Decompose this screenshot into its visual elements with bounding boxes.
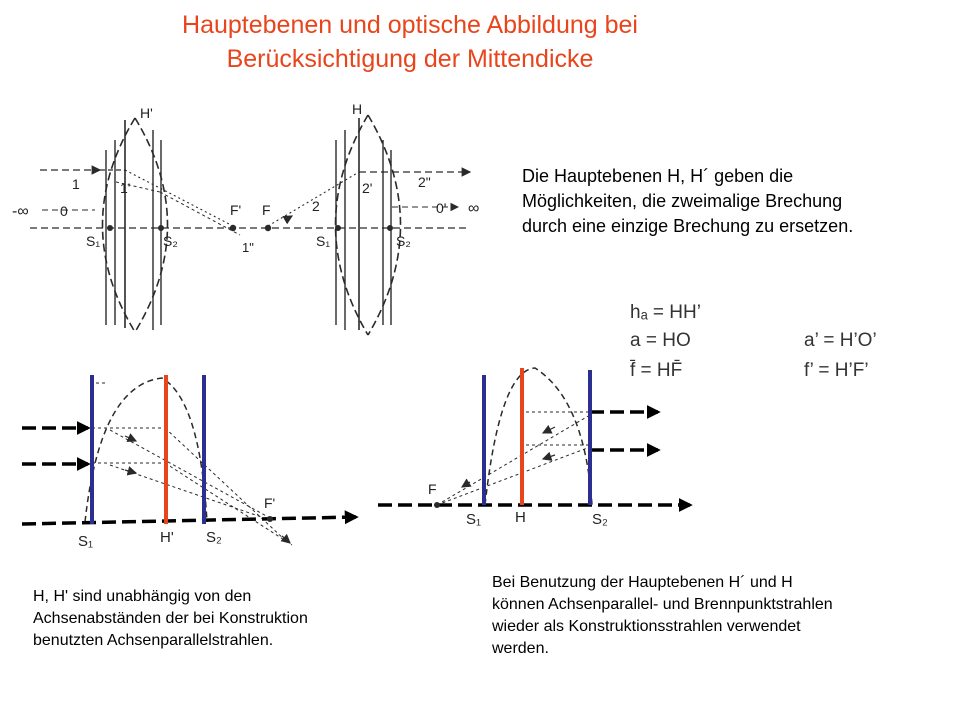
label-top-S2-right: S₂: [396, 233, 411, 249]
label-inf-left: -∞: [12, 203, 29, 220]
formula-ha: hₐ = HH’: [630, 302, 701, 323]
lens-right-front-surface: [336, 115, 369, 335]
left-ray-arrow-1: [125, 436, 136, 441]
left-diagram: [22, 375, 356, 550]
label-right-S2: S₂: [592, 511, 608, 528]
label-right-F: F: [428, 481, 437, 497]
focus-F-prime-point: [230, 225, 236, 231]
label-H: H: [352, 101, 363, 117]
title-line-1: Hauptebenen und optische Abbildung bei: [182, 11, 638, 39]
label-ray-2-prime: 2': [362, 180, 373, 196]
top-S2-left-point: [158, 225, 164, 231]
caption-left-line-3: benutzten Achsenparallelstrahlen.: [33, 632, 274, 649]
formula-a-prime: a’ = H’O’: [804, 330, 877, 351]
top-S1-left-point: [107, 225, 113, 231]
caption-right-line-3: wieder als Konstruktionsstrahlen verwendet: [492, 618, 801, 635]
intro-line-1: Die Hauptebenen H, H´ geben die: [522, 166, 794, 186]
label-ray-1: 1: [72, 176, 80, 192]
label-left-F-prime: F': [264, 495, 276, 511]
label-ray-2-dbl: 2": [418, 174, 431, 190]
label-focus-F: F: [262, 202, 271, 218]
right-ray-focal-1: [437, 415, 590, 505]
left-ray-refracted-2: [110, 465, 270, 520]
label-ray-0: 0: [60, 203, 68, 219]
top-S2-right-point: [387, 225, 393, 231]
caption-right-line-2: können Achsenparallel- und Brennpunktstrahlen: [492, 596, 833, 613]
label-inf-right: ∞: [468, 200, 480, 217]
right-ray-arrow-2: [543, 455, 555, 459]
label-H-prime: H': [140, 105, 153, 121]
label-left-S2: S₂: [206, 529, 222, 546]
left-focus-F-prime-point: [267, 516, 273, 522]
formula-f-prime: f’ = H’F’: [804, 360, 869, 381]
label-right-H: H: [515, 509, 526, 526]
left-ray-arrow-2: [125, 470, 136, 473]
right-ray-arrow-1: [543, 427, 555, 433]
ray-1-refracted: [125, 170, 233, 226]
formula-a: a = HO: [630, 330, 691, 351]
focus-F-point: [265, 225, 271, 231]
right-diagram: [378, 368, 690, 528]
title-line-2: Berücksichtigung der Mittendicke: [226, 45, 594, 73]
label-top-S1-right: S₁: [316, 233, 331, 249]
label-right-S1: S₁: [466, 511, 482, 528]
intro-line-3: durch eine einzige Brechung zu ersetzen.: [522, 216, 854, 236]
caption-left-line-1: H, H' sind unabhängig von den: [33, 588, 252, 605]
top-S1-right-point: [335, 225, 341, 231]
right-focus-F-point: [434, 502, 440, 508]
top-left-lens: [103, 118, 168, 332]
left-optical-axis: [22, 517, 356, 524]
right-ray-focal-2: [437, 447, 590, 505]
label-ray-1-prime: 1': [120, 180, 131, 196]
label-left-H-prime: H': [160, 529, 174, 546]
label-ray-1-dbl: 1": [242, 240, 254, 255]
right-lens-surface: [485, 368, 592, 505]
caption-left-line-2: Achsenabständen der bei Konstruktion: [33, 610, 308, 627]
formula-block: [630, 302, 877, 381]
label-ray-0-prime: 0': [436, 200, 447, 216]
caption-left: [33, 586, 308, 652]
caption-right-line-1: Bei Benutzung der Hauptebenen H´ und H: [492, 574, 793, 591]
lens-left-front-surface: [103, 118, 136, 332]
label-left-S1: S₁: [78, 533, 94, 550]
top-right-lens: [336, 115, 401, 335]
label-top-S1-left: S₁: [86, 233, 101, 249]
left-ray-refracted-3: [165, 428, 285, 540]
caption-right-line-4: werden.: [492, 640, 549, 657]
label-ray-2: 2: [312, 198, 320, 214]
ray-2-arrow: [285, 216, 292, 220]
intro-line-2: Möglichkeiten, die zweimalige Brechung: [522, 191, 843, 211]
lens-left-back-surface: [135, 118, 168, 332]
lens-right-back-surface: [368, 115, 401, 335]
label-focus-F-prime: F': [230, 202, 242, 218]
caption-right: [492, 572, 833, 660]
left-ray-refracted-1: [110, 430, 270, 518]
formula-f: f̄ = HF̄: [630, 360, 683, 381]
top-diagram: [12, 101, 479, 335]
label-top-S2-left: S₂: [163, 233, 178, 249]
